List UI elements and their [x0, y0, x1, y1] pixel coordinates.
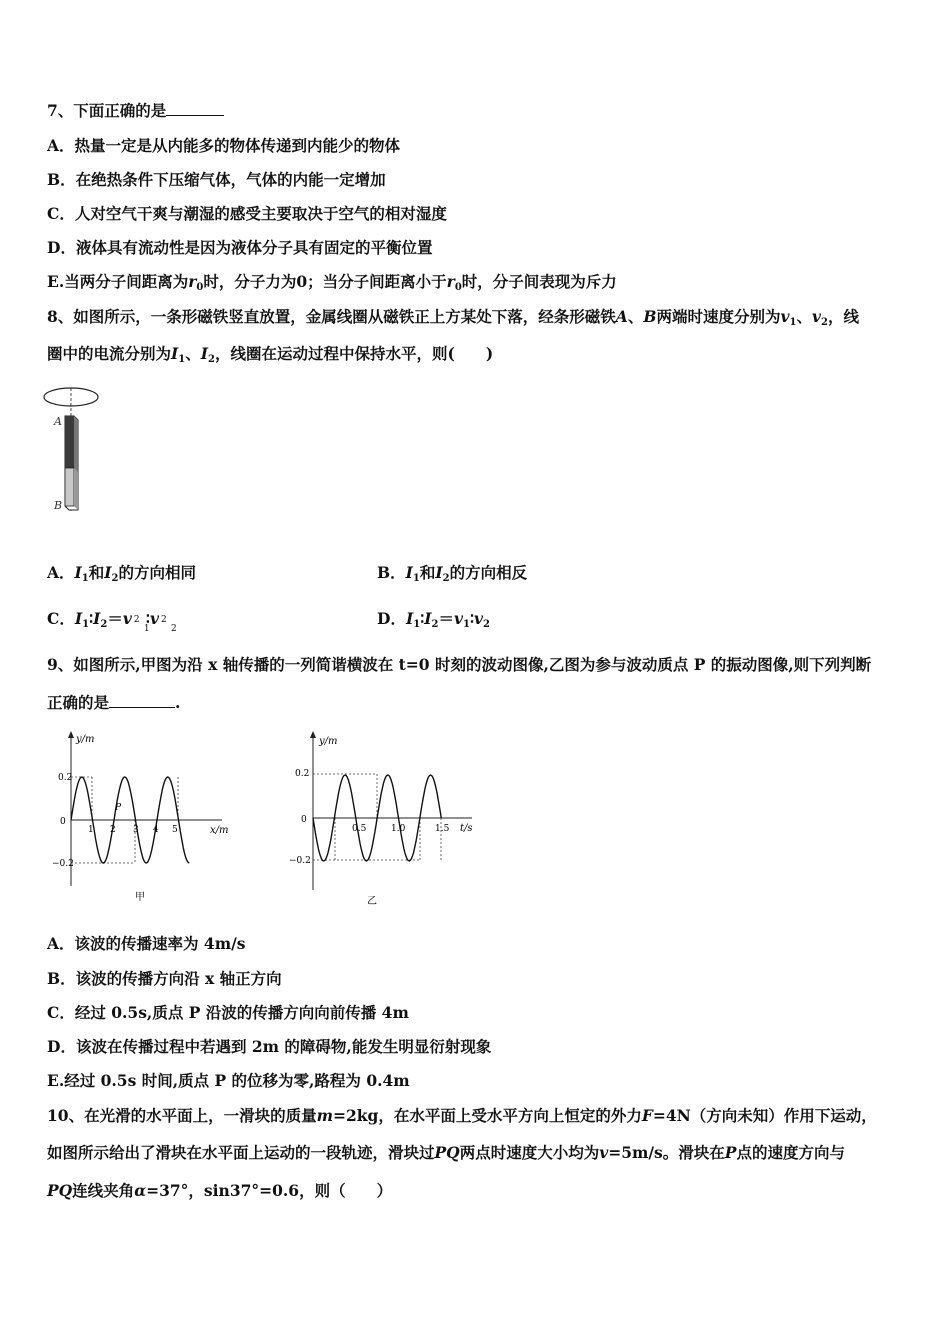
i-symbol: I: [104, 563, 112, 582]
x-axis-label: x/m: [210, 825, 229, 836]
r-subscript: 0: [196, 282, 204, 293]
separator: 、: [796, 307, 812, 326]
r-symbol: r: [446, 272, 455, 291]
mass-symbol: m: [316, 1106, 333, 1125]
q10-text: 两点时速度大小均为: [459, 1143, 600, 1162]
subscript: 1: [178, 354, 186, 365]
q10-text: =37°，sin37°=0.6，则（ ）: [146, 1181, 393, 1200]
y-tick-label: 0: [301, 815, 307, 825]
q7-e-text-2: 时，分子力为0；当分子间距离小于: [203, 272, 447, 291]
i-symbol: I: [74, 563, 82, 582]
i-symbol: I: [200, 344, 209, 363]
q8-text: ，线: [827, 307, 859, 326]
subscript: 1: [463, 619, 470, 630]
q7-e-text-1: E.当两分子间距离为: [47, 272, 189, 291]
ratio-colon: ∶: [469, 609, 475, 628]
q10-text: =4N（方向未知）作用下运动，: [652, 1106, 877, 1125]
q9-option-b: B．该波的传播方向沿 x 轴正方向: [47, 969, 282, 988]
y-tick-label: 0.2: [295, 769, 310, 779]
pq-symbol: PQ: [434, 1143, 460, 1162]
magnet-side-light: [74, 468, 78, 510]
subscript: 2: [431, 619, 439, 630]
equals-sign: ＝: [438, 609, 454, 628]
vibration-graph-yi: [285, 728, 485, 908]
subscript: 2: [820, 317, 828, 328]
q7-option-a: A．热量一定是从内能多的物体传递到内能少的物体: [47, 136, 401, 155]
q8-option-b: [377, 563, 527, 583]
magnet-south-half: [65, 468, 74, 506]
v-symbol: v: [599, 1143, 609, 1162]
magnet-coil-figure: [40, 384, 110, 514]
v-symbol: v: [453, 609, 463, 628]
subscript: 2: [442, 573, 450, 584]
subscript: 2: [170, 624, 177, 634]
q8-option-d: [377, 609, 490, 629]
x-tick-label: 3: [133, 825, 139, 835]
label-a: A: [615, 307, 628, 326]
subscript: 2: [100, 619, 108, 630]
q9-text: .: [175, 693, 181, 712]
y-axis-arrow: [310, 731, 316, 738]
equals-sign: ＝: [107, 609, 123, 628]
q7-option-c: C．人对空气干爽与潮湿的感受主要取决于空气的相对湿度: [47, 204, 447, 223]
q7-option-e: [47, 272, 617, 292]
subscript: 1: [82, 619, 90, 630]
x-tick-label: 5: [172, 825, 178, 835]
q7-stem-text: 7、下面正确的是: [47, 101, 167, 120]
subscript: 2: [483, 619, 490, 630]
q10-text: 点的速度方向与: [736, 1143, 845, 1162]
q10-text: =2kg，在水平面上受水平方向上恒定的外力: [332, 1106, 642, 1125]
q9-stem-line2: [47, 693, 180, 713]
q9-option-e: E.经过 0.5s 时间,质点 P 的位移为零,路程为 0.4m: [47, 1071, 410, 1090]
subscript: 1: [789, 317, 797, 328]
option-prefix: A．: [47, 563, 75, 582]
separator: 、: [185, 344, 201, 363]
option-prefix: C．: [47, 609, 75, 628]
answer-blank: [109, 693, 175, 708]
v-symbol: v: [149, 609, 159, 628]
i-symbol: I: [435, 563, 443, 582]
q10-text: 连线夹角: [72, 1181, 135, 1200]
v-symbol: v: [122, 609, 132, 628]
magnet-label-a: A: [54, 415, 62, 428]
q8-text: 8、如图所示，一条形磁铁竖直放置，金属线圈从磁铁正上方某处下落，经条形磁铁: [47, 307, 616, 326]
i-symbol: I: [171, 344, 179, 363]
q8-stem-line1: [47, 307, 859, 327]
q7-e-text-3: 时，分子间表现为斥力: [461, 272, 617, 291]
x-tick-label: 1.0: [391, 824, 406, 834]
q7-option-b: B．在绝热条件下压缩气体，气体的内能一定增加: [47, 170, 386, 189]
separator: 、: [627, 307, 644, 326]
q10-text: 10、在光滑的水平面上，一滑块的质量: [47, 1106, 317, 1125]
i-symbol: I: [93, 609, 101, 628]
q9-option-c: C．经过 0.5s,质点 P 沿波的传播方向向前传播 4m: [47, 1003, 409, 1022]
ratio-colon: ∶: [420, 609, 425, 628]
pq-symbol: PQ: [47, 1181, 73, 1200]
magnet-north-half: [65, 416, 74, 468]
y-tick-label: 0.2: [58, 773, 73, 783]
magnet-label-b: B: [54, 499, 63, 512]
answer-blank: [166, 101, 224, 116]
and-text: 和: [419, 563, 436, 582]
q8-text: 圈中的电流分别为: [47, 344, 172, 363]
i-symbol: I: [424, 609, 432, 628]
v-symbol: v: [811, 307, 821, 326]
v-symbol: v: [780, 307, 790, 326]
x-tick-label: 1.5: [435, 824, 450, 834]
q8-option-a: [47, 563, 196, 583]
ratio-colon: ∶: [145, 609, 150, 628]
x-tick-label: 0.5: [352, 824, 367, 834]
point-p-label: P: [115, 803, 122, 813]
q10-text: =5m/s。滑块在: [608, 1143, 725, 1162]
y-axis-label: y/m: [76, 734, 95, 745]
superscript: 2: [160, 615, 167, 625]
q9-stem-line1: 9、如图所示,甲图为沿 x 轴传播的一列简谐横波在 t=0 时刻的波动图像,乙图为参与波动质点 P 的振动图像,则下列判断: [47, 655, 872, 674]
p-symbol: P: [724, 1143, 737, 1162]
chart-caption-yi: 乙: [367, 896, 377, 907]
wave-graph-jia: [40, 728, 240, 908]
x-tick-label: 2: [110, 825, 116, 835]
superscript: 2: [133, 615, 140, 625]
q7-option-d: D．液体具有流动性是因为液体分子具有固定的平衡位置: [47, 238, 433, 257]
y-tick-label: −0.2: [52, 859, 74, 869]
r-symbol: r: [188, 272, 197, 291]
y-axis-label: y/m: [319, 736, 338, 747]
subscript: 1: [413, 619, 421, 630]
ratio-colon: ∶: [89, 609, 94, 628]
y-tick-label: −0.2: [289, 856, 311, 866]
q8-text: ，线圈在运动过程中保持水平，则( ): [215, 344, 494, 363]
q10-stem-line3: [47, 1181, 392, 1201]
x-axis-label: t/s: [460, 823, 473, 834]
and-text: 和: [88, 563, 105, 582]
option-text: 的方向相反: [449, 563, 528, 582]
i-symbol: I: [405, 609, 414, 628]
q9-option-a: A．该波的传播速率为 4m/s: [47, 934, 246, 953]
r-subscript: 0: [454, 282, 462, 293]
q10-stem-line1: [47, 1106, 877, 1126]
subscript: 2: [208, 354, 215, 365]
option-prefix: D．: [377, 609, 406, 628]
x-tick-label: 4: [153, 825, 159, 835]
y-tick-label: 0: [60, 817, 66, 827]
magnet-side-dark: [74, 416, 78, 472]
label-b: B: [643, 307, 657, 326]
q8-stem-line2: [47, 344, 493, 364]
chart-caption-jia: 甲: [135, 892, 145, 903]
subscript: 2: [111, 573, 119, 584]
q9-option-d: D．该波在传播过程中若遇到 2m 的障碍物,能发生明显衍射现象: [47, 1037, 492, 1056]
option-prefix: B．: [377, 563, 406, 582]
subscript: 1: [143, 624, 150, 634]
q8-text: 两端时速度分别为: [656, 307, 781, 326]
q8-option-c: [47, 609, 177, 634]
i-symbol: I: [405, 563, 413, 582]
x-tick-label: 1: [88, 825, 94, 835]
q10-text: 如图所示给出了滑块在水平面上运动的一段轨迹，滑块过: [47, 1143, 435, 1162]
v-symbol: v: [474, 609, 484, 628]
force-symbol: F: [641, 1106, 653, 1125]
i-symbol: I: [74, 609, 83, 628]
subscript: 1: [81, 573, 89, 584]
q9-text: 正确的是: [47, 693, 110, 712]
alpha-symbol: α: [134, 1181, 147, 1200]
option-text: 的方向相同: [118, 563, 197, 582]
q7-stem: [47, 101, 224, 121]
y-axis-arrow: [68, 731, 74, 738]
subscript: 1: [412, 573, 420, 584]
q10-stem-line2: [47, 1143, 845, 1163]
